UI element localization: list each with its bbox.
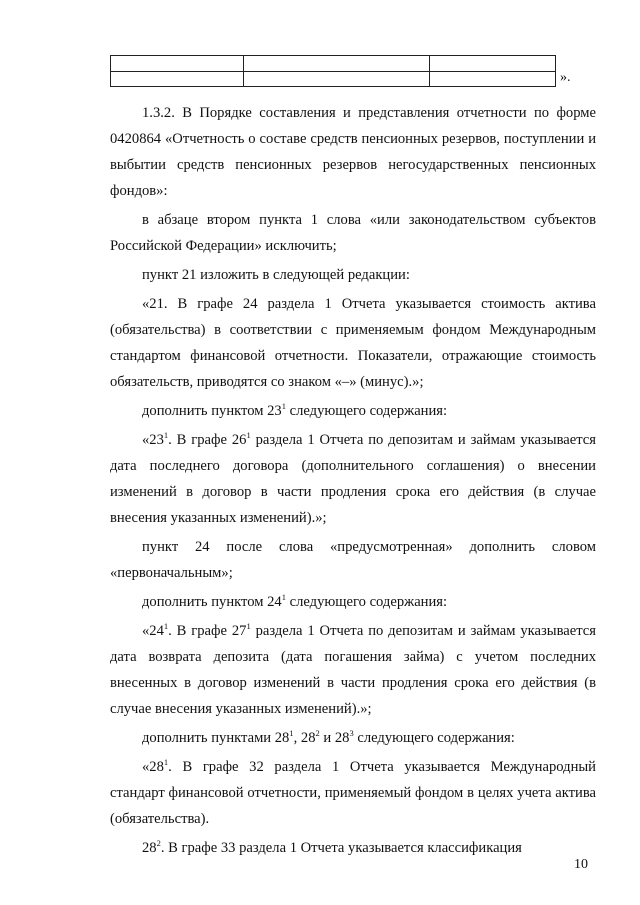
text-run: «21. В графе 24 раздела 1 Отчета указывается стоимость актива (обязательства) в соответствии с применяемым фондом Международным стандартом финансовой отчетности. Показатели, отражающие стоимость обязательств, приводятся со знаком «–» (минус).»; xyxy=(110,296,596,390)
text-run: раздела 1 Отчета по депозитам и займам указывается дата последнего договора (дополнительного соглашения) о внесении изменений в договор в части продления срока его действия (в случае внесения указанных изменений).»; xyxy=(110,432,596,526)
superscript-index: 3 xyxy=(349,728,354,738)
text-run: дополнить пунктом 24 xyxy=(142,594,282,610)
paragraph xyxy=(110,534,596,586)
paragraph xyxy=(110,427,596,531)
text-run: раздела 1 Отчета по депозитам и займам указывается дата возврата депозита (дата погашения займа) с учетом последних внесенных в договор изменений в части продления срока его действия (в случае внесения указанных изменений).»; xyxy=(110,623,596,717)
superscript-index: 1 xyxy=(246,430,251,440)
text-run: . В графе 26 xyxy=(168,432,247,448)
text-run: , 28 xyxy=(293,730,316,746)
superscript-index: 1 xyxy=(246,621,251,631)
paragraph xyxy=(110,754,596,832)
superscript-index: 1 xyxy=(163,621,169,631)
paragraph xyxy=(110,725,596,751)
text-run: «23 xyxy=(142,432,164,448)
superscript-index: 1 xyxy=(163,430,169,440)
text-run: пункт 21 изложить в следующей редакции: xyxy=(142,267,410,283)
text-run: . В графе 33 раздела 1 Отчета указывается классификация xyxy=(160,840,522,856)
text-run: в абзаце втором пункта 1 слова «или законодательством субъектов Российской Федерации» исключить; xyxy=(110,212,596,254)
superscript-index: 1 xyxy=(281,401,286,411)
paragraph xyxy=(110,589,596,615)
superscript-index: 1 xyxy=(281,592,286,602)
superscript-index: 2 xyxy=(315,728,320,738)
document-body xyxy=(110,100,596,864)
text-run: и 28 xyxy=(319,730,350,746)
text-run: «28 xyxy=(142,759,164,775)
text-run: следующего содержания: xyxy=(285,403,448,419)
paragraph xyxy=(110,398,596,424)
text-run: 1.3.2. В Порядке составления и представления отчетности по форме 0420864 «Отчетность о составе средств пенсионных резервов, поступлении и выбытии средств пенсионных резервов негосударственных пенсионных фондов»: xyxy=(110,105,596,199)
text-run: следующего содержания: xyxy=(353,730,515,746)
text-run: дополнить пунктами 28 xyxy=(142,730,290,746)
superscript-index: 1 xyxy=(289,728,294,738)
text-run: «24 xyxy=(142,623,164,639)
page-number: 10 xyxy=(574,857,588,872)
table-row-divider xyxy=(111,71,555,72)
paragraph xyxy=(110,207,596,259)
text-run: дополнить пунктом 23 xyxy=(142,403,282,419)
paragraph xyxy=(110,100,596,204)
paragraph xyxy=(110,835,596,861)
text-run: 28 xyxy=(142,840,157,856)
text-run: . В графе 32 раздела 1 Отчета указывается Международный стандарт финансовой отчетности, применяемый фондом в целях учета актива (обязательства). xyxy=(110,759,596,827)
superscript-index: 1 xyxy=(163,757,169,767)
table-fragment xyxy=(110,55,556,87)
paragraph xyxy=(110,291,596,395)
text-run: следующего содержания: xyxy=(285,594,448,610)
superscript-index: 2 xyxy=(156,838,161,848)
paragraph xyxy=(110,262,596,288)
table-column-divider xyxy=(429,56,430,86)
text-run: пункт 24 после слова «предусмотренная» дополнить словом «первоначальным»; xyxy=(110,539,596,581)
table-closing-quote: ». xyxy=(560,70,571,85)
paragraph xyxy=(110,618,596,722)
text-run: . В графе 27 xyxy=(168,623,247,639)
table-column-divider xyxy=(243,56,244,86)
